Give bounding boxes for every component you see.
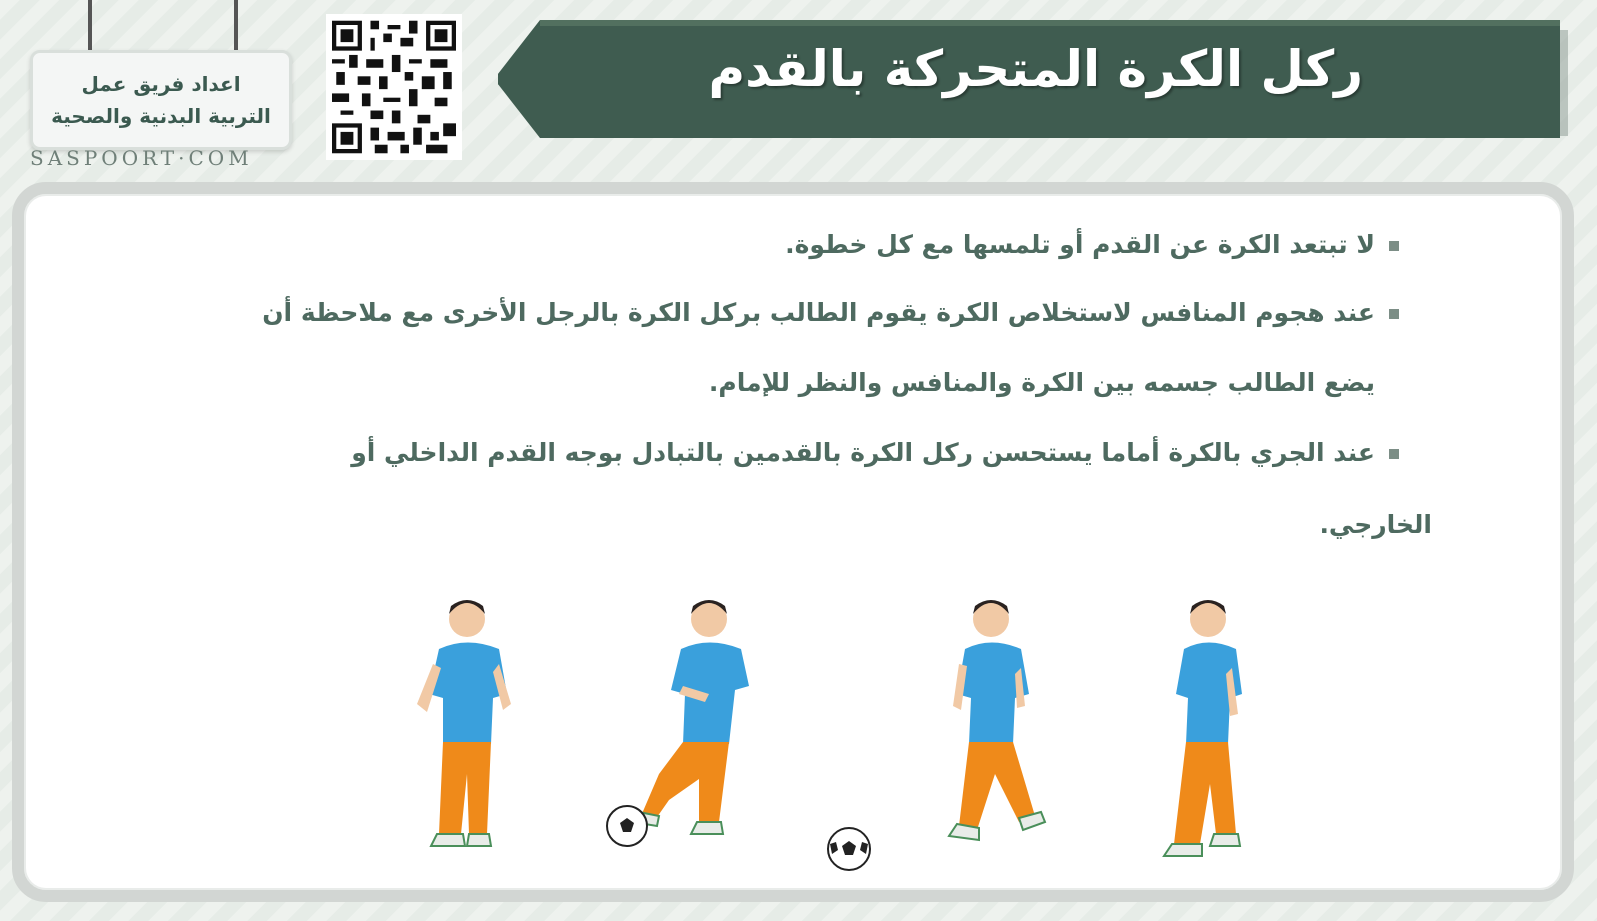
boy-player-icon: [1144, 594, 1264, 874]
bullet-2-line-2: يضع الطالب جسمه بين الكرة والمنافس والنظر للإمام.: [708, 368, 1375, 397]
content-panel: [12, 182, 1574, 902]
boy-player-icon: [399, 594, 529, 864]
bullet-3-line-2: الخارجي.: [1319, 510, 1432, 539]
bullet-1-line-1: لا تبتعد الكرة عن القدم أو تلمسها مع كل خطوة.: [785, 230, 1399, 259]
credit-card: [30, 50, 292, 150]
qr-code-icon[interactable]: [326, 14, 462, 160]
soccer-ball-icon: [824, 824, 874, 874]
bullet-marker-icon: [1389, 241, 1399, 251]
site-watermark: SASPOORT·COM: [30, 146, 253, 170]
hanging-string-left: [88, 0, 92, 52]
boy-player-icon: [599, 594, 769, 864]
bullet-2-line-1: عند هجوم المنافس لاستخلاص الكرة يقوم الطالب بركل الكرة بالرجل الأخرى مع ملاحظة أن: [262, 298, 1399, 327]
credit-line-2: التربية البدنية والصحية: [51, 104, 271, 128]
qr-code-graphic: [332, 20, 456, 154]
title-banner: [498, 16, 1573, 140]
credit-line-1: اعداد فريق عمل: [81, 72, 241, 96]
hanging-string-right: [234, 0, 238, 52]
bullet-marker-icon: [1389, 309, 1399, 319]
soccer-ball-icon: [607, 806, 647, 846]
page-title: ركل الكرة المتحركة بالقدم: [708, 40, 1363, 98]
bullet-marker-icon: [1389, 449, 1399, 459]
bullet-3-line-1: عند الجري بالكرة أماما يستحسن ركل الكرة بالقدمين بالتبادل بوجه القدم الداخلي أو: [351, 438, 1399, 467]
boy-player-icon: [929, 594, 1059, 864]
